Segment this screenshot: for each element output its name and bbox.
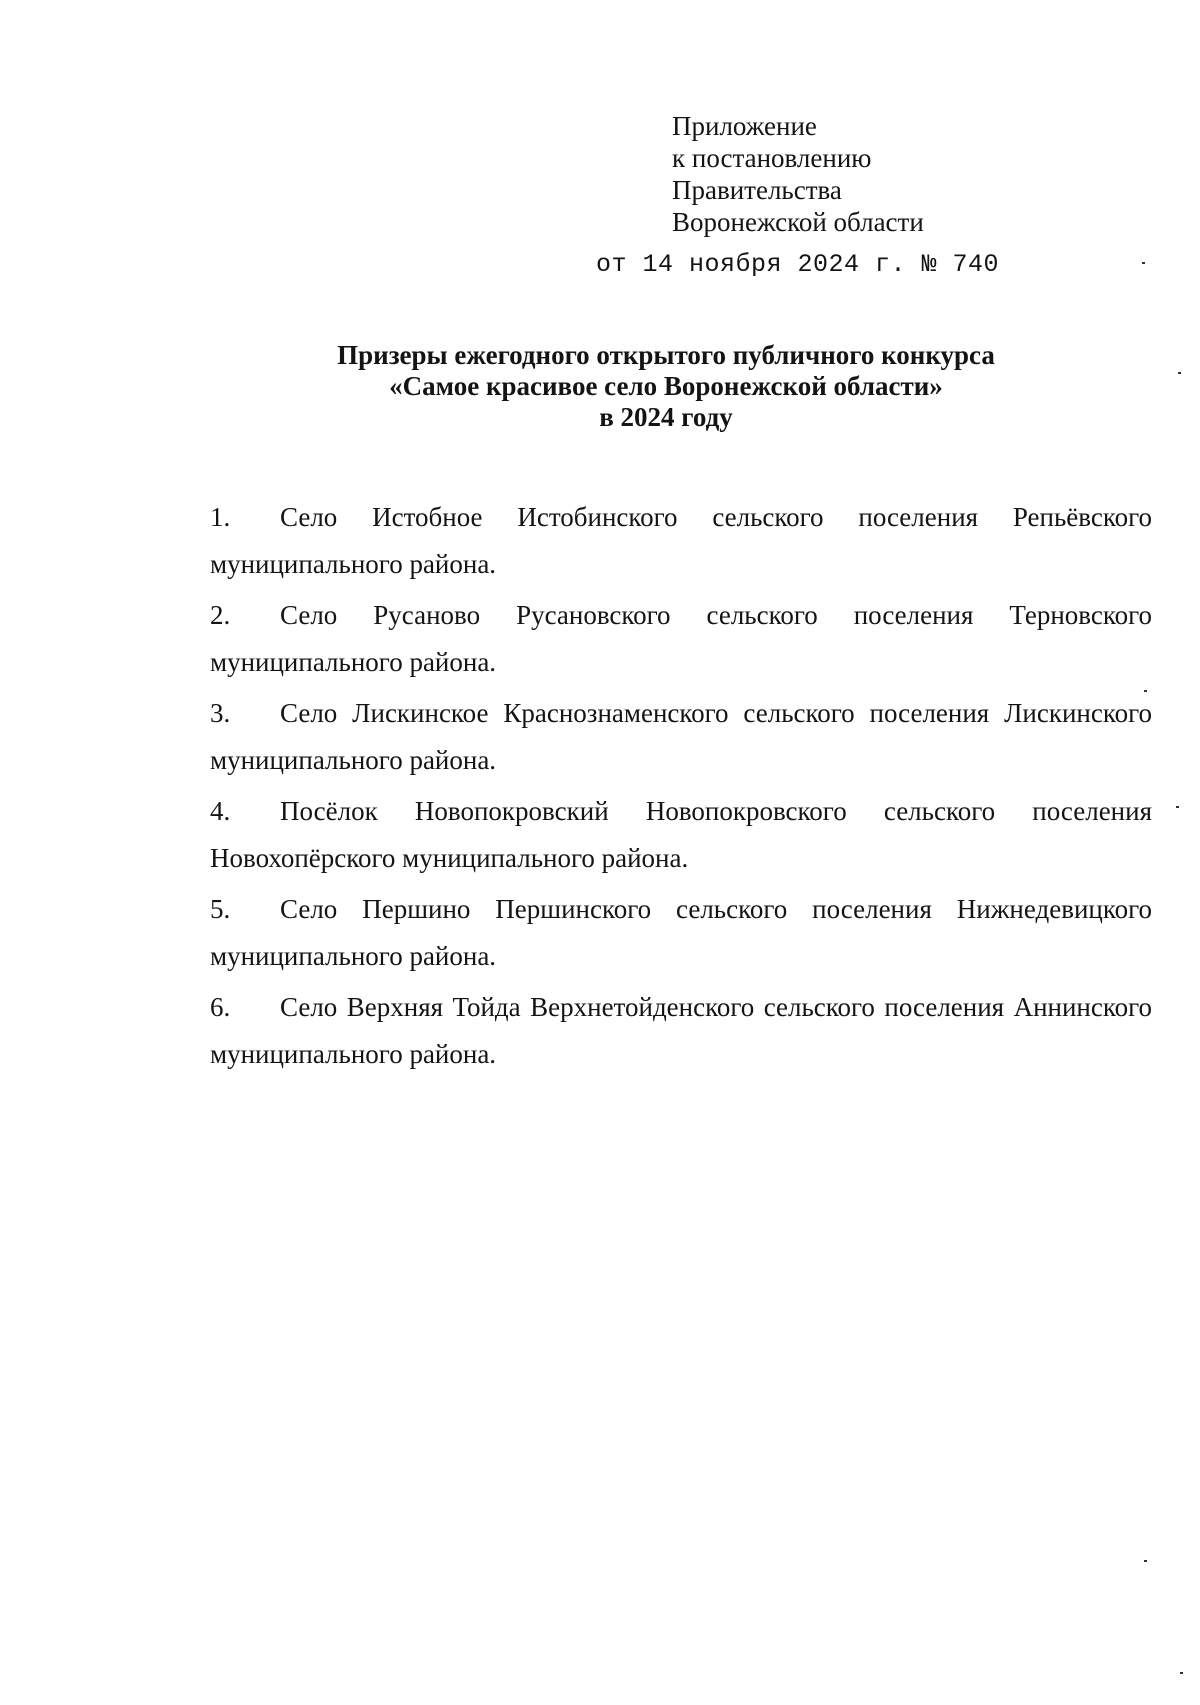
list-item <box>210 494 1152 588</box>
document-heading <box>210 340 1122 433</box>
list-item <box>210 788 1152 882</box>
list-item-number: 6. <box>210 992 231 1022</box>
list-item <box>210 984 1152 1078</box>
heading-line: «Самое красивое село Воронежской области» <box>389 371 943 401</box>
list-item-number: 1. <box>210 502 231 532</box>
annex-block <box>672 110 924 238</box>
annex-line: Правительства <box>672 175 842 205</box>
list-item-text: Село Лискинское Краснознаменского сельского поселения Лискинского муниципального района. <box>210 698 1152 775</box>
annex-line: к постановлению <box>672 143 872 173</box>
annex-line: Воронежской области <box>672 207 924 237</box>
scan-speck <box>1144 690 1147 692</box>
list-item <box>210 690 1152 784</box>
heading-line: Призеры ежегодного открытого публичного конкурса <box>337 340 995 370</box>
list-item-text: Село Верхняя Тойда Верхнетойденского сельского поселения Аннинского муниципального района. <box>210 992 1152 1069</box>
list-item-number: 5. <box>210 894 231 924</box>
heading-line: в 2024 году <box>599 402 733 432</box>
list-item <box>210 592 1152 686</box>
winners-list <box>210 494 1152 1082</box>
annex-line: Приложение <box>672 111 817 141</box>
scan-speck <box>1176 806 1179 808</box>
scan-speck <box>1178 372 1181 374</box>
list-item-text: Посёлок Новопокровский Новопокровского сельского поселения Новохопёрского муниципального района. <box>210 796 1152 873</box>
list-item-number: 4. <box>210 796 231 826</box>
list-item-number: 3. <box>210 698 231 728</box>
list-item-number: 2. <box>210 600 231 630</box>
decree-reference: от 14 ноября 2024 г. № 740 <box>596 250 1000 279</box>
list-item <box>210 886 1152 980</box>
scan-speck <box>1180 1672 1183 1674</box>
scan-speck <box>1144 1560 1147 1562</box>
list-item-text: Село Истобное Истобинского сельского поселения Репьёвского муниципального района. <box>210 502 1152 579</box>
scan-speck <box>1142 262 1145 264</box>
list-item-text: Село Першино Першинского сельского поселения Нижнедевицкого муниципального района. <box>210 894 1152 971</box>
list-item-text: Село Русаново Русановского сельского поселения Терновского муниципального района. <box>210 600 1152 677</box>
